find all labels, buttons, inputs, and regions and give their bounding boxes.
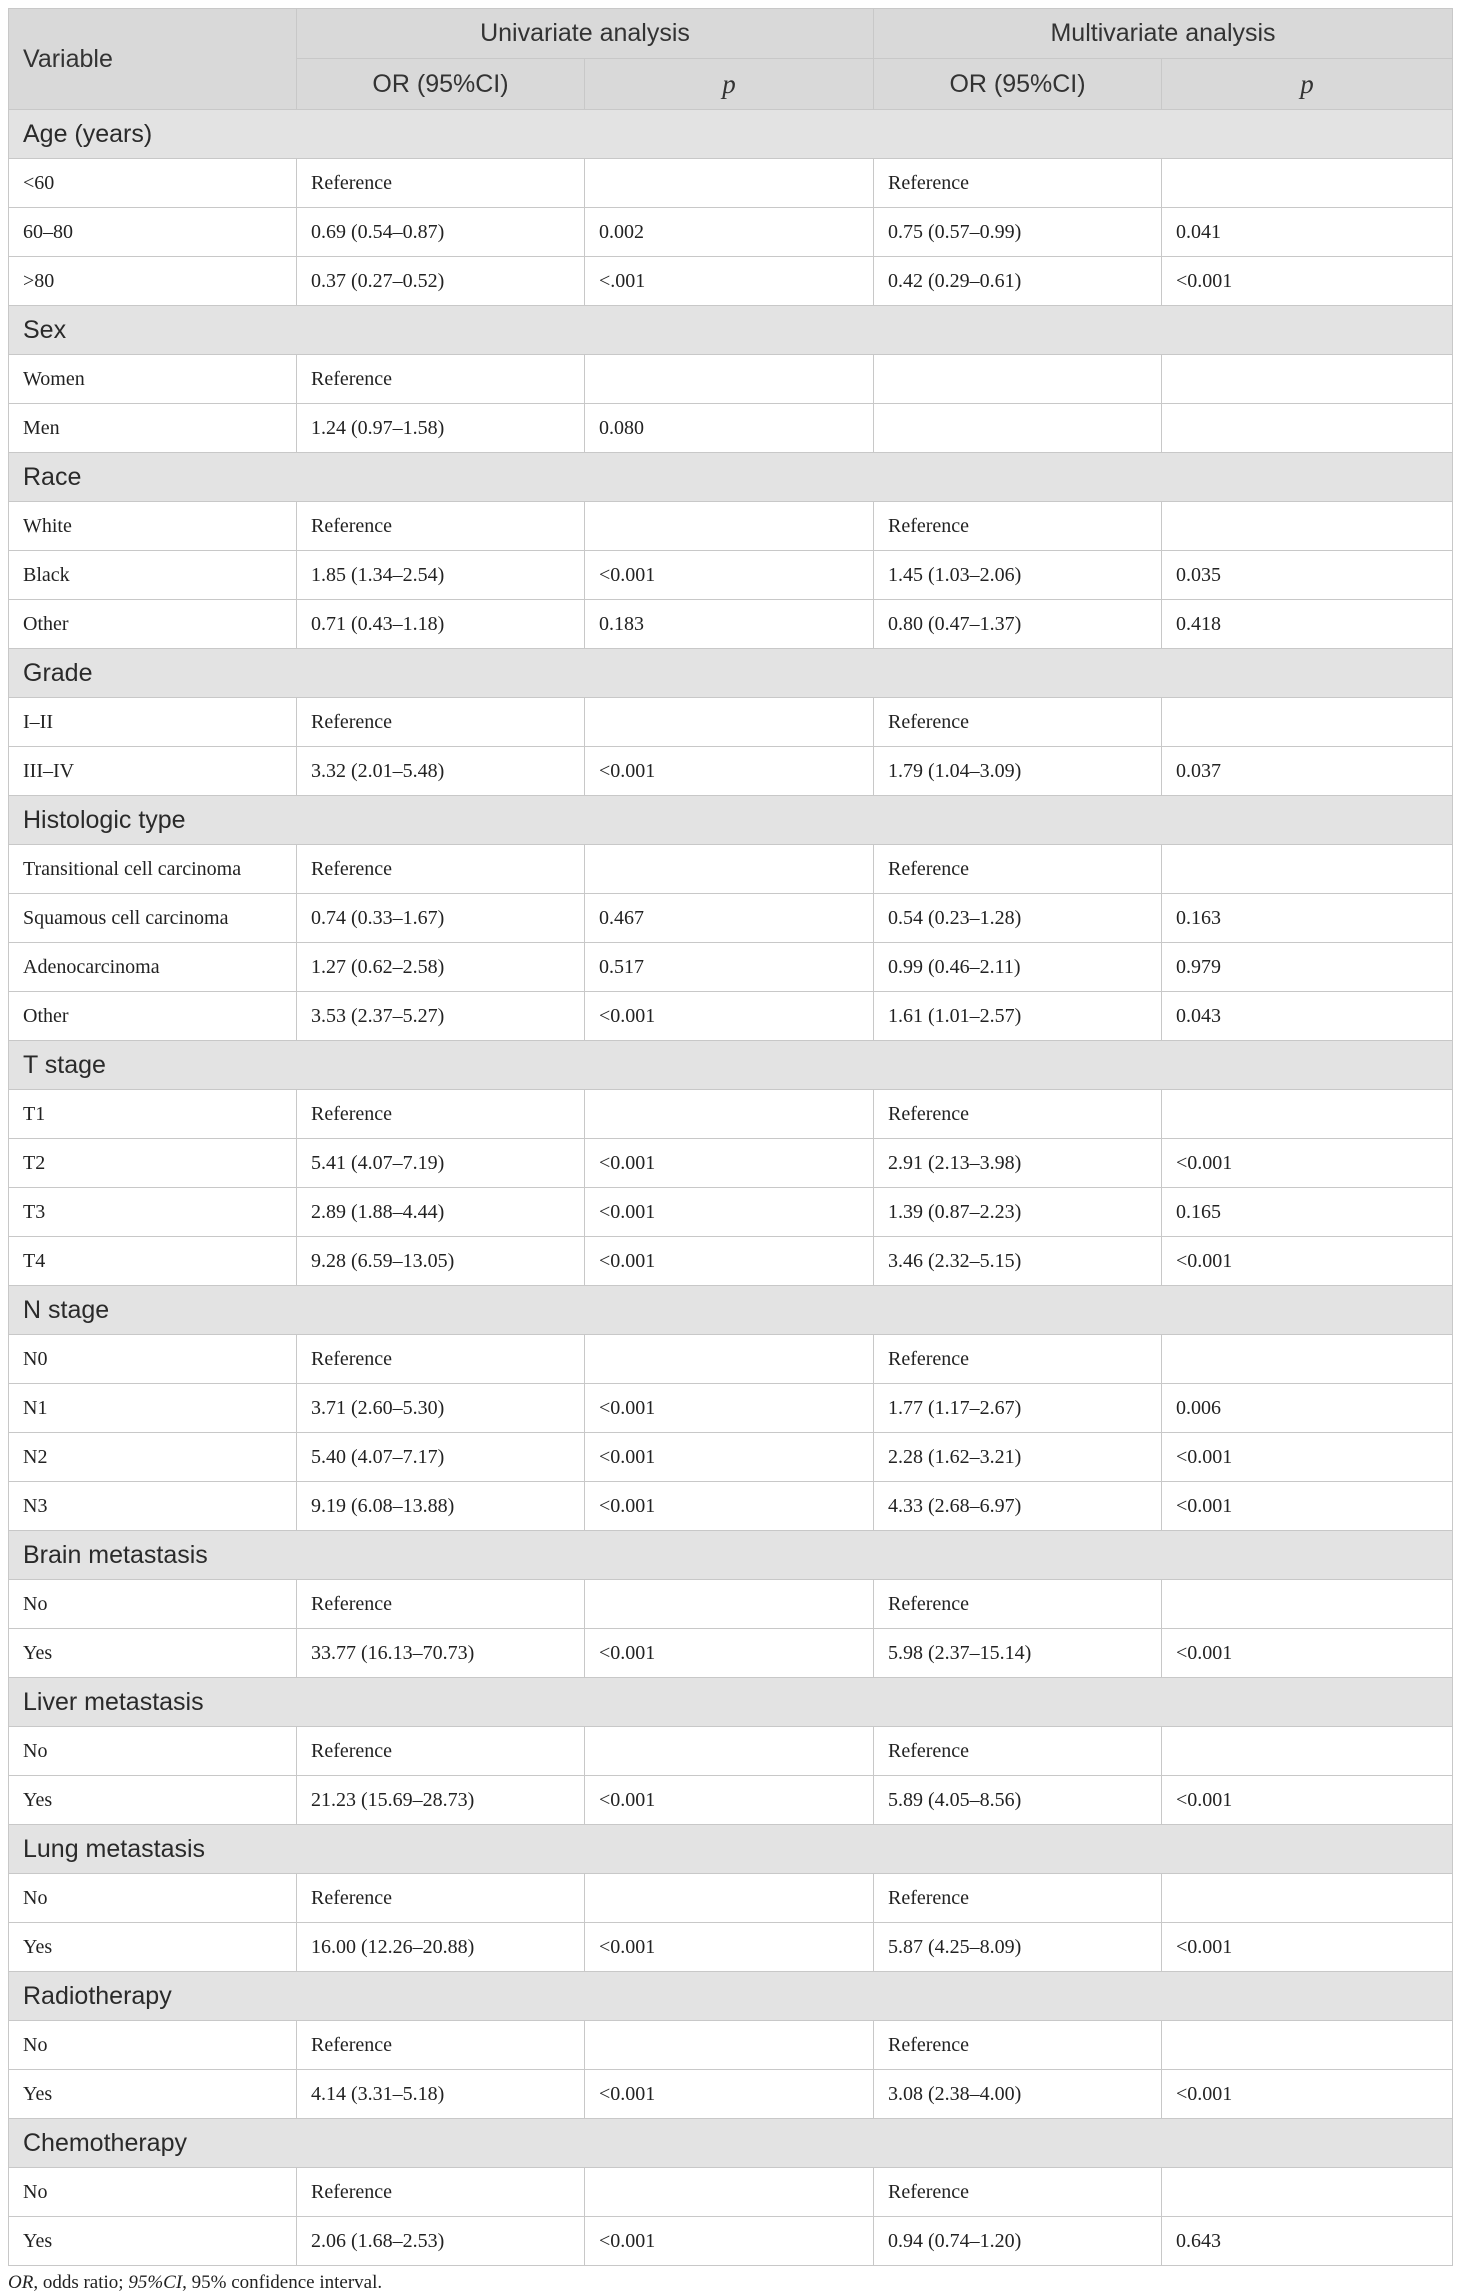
multivariate-p-cell — [1162, 845, 1453, 894]
row-label: N3 — [9, 1482, 297, 1531]
table-row — [9, 1923, 1453, 1972]
section-title: Brain metastasis — [9, 1531, 1453, 1580]
univariate-or-cell: 3.71 (2.60–5.30) — [297, 1384, 585, 1433]
multivariate-or-cell: 0.54 (0.23–1.28) — [874, 894, 1162, 943]
table-row — [9, 1237, 1453, 1286]
table-footnote — [8, 2272, 1452, 2294]
multivariate-p-cell — [1162, 1090, 1453, 1139]
univariate-p-cell — [585, 1727, 874, 1776]
multi-p-header: p — [1162, 59, 1453, 110]
multivariate-p-cell: 0.979 — [1162, 943, 1453, 992]
row-label: T2 — [9, 1139, 297, 1188]
section-title: Lung metastasis — [9, 1825, 1453, 1874]
univariate-or-cell: 1.24 (0.97–1.58) — [297, 404, 585, 453]
multivariate-or-cell — [874, 355, 1162, 404]
multivariate-or-cell: Reference — [874, 2021, 1162, 2070]
row-label: Yes — [9, 1629, 297, 1678]
table-row — [9, 2070, 1453, 2119]
section-header-row — [9, 306, 1453, 355]
univariate-p-cell: 0.002 — [585, 208, 874, 257]
univariate-p-cell — [585, 845, 874, 894]
univariate-or-cell: 9.19 (6.08–13.88) — [297, 1482, 585, 1531]
uni-p-header: p — [585, 59, 874, 110]
multivariate-p-cell: <0.001 — [1162, 2070, 1453, 2119]
row-label: T4 — [9, 1237, 297, 1286]
multivariate-or-cell: 1.45 (1.03–2.06) — [874, 551, 1162, 600]
univariate-or-cell: Reference — [297, 502, 585, 551]
univariate-or-cell: Reference — [297, 159, 585, 208]
multivariate-p-cell: <0.001 — [1162, 1923, 1453, 1972]
uni-or-header: OR (95%CI) — [297, 59, 585, 110]
table-row — [9, 1727, 1453, 1776]
multivariate-p-cell — [1162, 1580, 1453, 1629]
multivariate-p-cell — [1162, 159, 1453, 208]
row-label: Yes — [9, 2217, 297, 2266]
row-label: Women — [9, 355, 297, 404]
multivariate-or-cell: Reference — [874, 159, 1162, 208]
multivariate-p-cell — [1162, 2021, 1453, 2070]
multivariate-p-cell — [1162, 1874, 1453, 1923]
section-title: Histologic type — [9, 796, 1453, 845]
univariate-or-cell: 16.00 (12.26–20.88) — [297, 1923, 585, 1972]
univariate-p-cell: <0.001 — [585, 1923, 874, 1972]
row-label: Black — [9, 551, 297, 600]
multivariate-or-cell: 1.61 (1.01–2.57) — [874, 992, 1162, 1041]
table-row — [9, 698, 1453, 747]
section-title: Race — [9, 453, 1453, 502]
multivariate-p-cell: 0.037 — [1162, 747, 1453, 796]
row-label: No — [9, 2021, 297, 2070]
univariate-p-cell — [585, 159, 874, 208]
univariate-or-cell: 0.71 (0.43–1.18) — [297, 600, 585, 649]
univariate-p-cell: 0.467 — [585, 894, 874, 943]
multivariate-p-cell: <0.001 — [1162, 1482, 1453, 1531]
row-label: No — [9, 1580, 297, 1629]
univariate-p-cell: <0.001 — [585, 1188, 874, 1237]
section-header-row — [9, 110, 1453, 159]
multivariate-p-cell — [1162, 1727, 1453, 1776]
row-label: T3 — [9, 1188, 297, 1237]
footnote-text-or: , odds ratio; — [33, 2272, 129, 2293]
multivariate-or-cell: 2.91 (2.13–3.98) — [874, 1139, 1162, 1188]
section-header-row — [9, 2119, 1453, 2168]
univariate-or-cell: 5.40 (4.07–7.17) — [297, 1433, 585, 1482]
table-row — [9, 159, 1453, 208]
univariate-p-cell: <0.001 — [585, 1482, 874, 1531]
univariate-or-cell: 0.74 (0.33–1.67) — [297, 894, 585, 943]
table-row — [9, 208, 1453, 257]
table-body — [9, 110, 1453, 2266]
table-row — [9, 551, 1453, 600]
multivariate-p-cell: <0.001 — [1162, 1237, 1453, 1286]
multivariate-or-cell: 3.08 (2.38–4.00) — [874, 2070, 1162, 2119]
table-row — [9, 2168, 1453, 2217]
univariate-p-cell: 0.080 — [585, 404, 874, 453]
multivariate-or-cell: Reference — [874, 1874, 1162, 1923]
multivariate-header: Multivariate analysis — [874, 9, 1453, 59]
table-row — [9, 2021, 1453, 2070]
multivariate-or-cell: Reference — [874, 1580, 1162, 1629]
section-header-row — [9, 453, 1453, 502]
row-label: Other — [9, 992, 297, 1041]
multivariate-p-cell: 0.418 — [1162, 600, 1453, 649]
univariate-p-cell — [585, 1090, 874, 1139]
row-label: Yes — [9, 1776, 297, 1825]
variable-header: Variable — [9, 9, 297, 110]
row-label: I–II — [9, 698, 297, 747]
multivariate-p-cell: <0.001 — [1162, 257, 1453, 306]
univariate-or-cell: 4.14 (3.31–5.18) — [297, 2070, 585, 2119]
multivariate-or-cell: 0.75 (0.57–0.99) — [874, 208, 1162, 257]
univariate-p-cell — [585, 2021, 874, 2070]
univariate-p-cell — [585, 1874, 874, 1923]
multivariate-or-cell: 3.46 (2.32–5.15) — [874, 1237, 1162, 1286]
section-header-row — [9, 796, 1453, 845]
row-label: III–IV — [9, 747, 297, 796]
univariate-p-cell: <0.001 — [585, 1776, 874, 1825]
table-row — [9, 1776, 1453, 1825]
multivariate-or-cell: Reference — [874, 698, 1162, 747]
footnote-abbr-or: OR — [8, 2272, 34, 2293]
univariate-or-cell: 0.69 (0.54–0.87) — [297, 208, 585, 257]
univariate-p-cell: <0.001 — [585, 1139, 874, 1188]
univariate-or-cell: 9.28 (6.59–13.05) — [297, 1237, 585, 1286]
row-label: 60–80 — [9, 208, 297, 257]
table-row — [9, 1335, 1453, 1384]
univariate-p-cell — [585, 502, 874, 551]
multivariate-p-cell — [1162, 2168, 1453, 2217]
row-label: Yes — [9, 1923, 297, 1972]
univariate-p-cell: 0.517 — [585, 943, 874, 992]
univariate-or-cell: 33.77 (16.13–70.73) — [297, 1629, 585, 1678]
multivariate-p-cell: 0.165 — [1162, 1188, 1453, 1237]
table-row — [9, 1629, 1453, 1678]
univariate-p-cell: <0.001 — [585, 1433, 874, 1482]
table-row — [9, 1433, 1453, 1482]
table-row — [9, 1139, 1453, 1188]
table-row — [9, 992, 1453, 1041]
section-title: Grade — [9, 649, 1453, 698]
table-row — [9, 355, 1453, 404]
multivariate-p-cell: 0.043 — [1162, 992, 1453, 1041]
section-header-row — [9, 1678, 1453, 1727]
multivariate-or-cell: 5.98 (2.37–15.14) — [874, 1629, 1162, 1678]
table-row — [9, 1188, 1453, 1237]
table-header — [9, 9, 1453, 110]
univariate-or-cell: Reference — [297, 2021, 585, 2070]
row-label: White — [9, 502, 297, 551]
univariate-p-cell: <0.001 — [585, 747, 874, 796]
footnote-abbr-ci: 95%CI — [128, 2272, 183, 2293]
section-title: Chemotherapy — [9, 2119, 1453, 2168]
footnote-text-ci: , 95% confidence interval. — [182, 2272, 383, 2293]
table-row — [9, 1482, 1453, 1531]
univariate-or-cell: 5.41 (4.07–7.19) — [297, 1139, 585, 1188]
univariate-or-cell: 3.53 (2.37–5.27) — [297, 992, 585, 1041]
table-row — [9, 502, 1453, 551]
multivariate-or-cell: Reference — [874, 1727, 1162, 1776]
univariate-p-cell: <0.001 — [585, 551, 874, 600]
table-row — [9, 600, 1453, 649]
table-row — [9, 1090, 1453, 1139]
row-label: >80 — [9, 257, 297, 306]
univariate-p-cell: <0.001 — [585, 1237, 874, 1286]
multivariate-p-cell: <0.001 — [1162, 1433, 1453, 1482]
multivariate-or-cell: 4.33 (2.68–6.97) — [874, 1482, 1162, 1531]
table-row — [9, 257, 1453, 306]
multivariate-p-cell — [1162, 355, 1453, 404]
multivariate-or-cell: 0.94 (0.74–1.20) — [874, 2217, 1162, 2266]
univariate-p-cell: <.001 — [585, 257, 874, 306]
row-label: Squamous cell carcinoma — [9, 894, 297, 943]
section-header-row — [9, 1041, 1453, 1090]
univariate-or-cell: Reference — [297, 2168, 585, 2217]
multivariate-or-cell: 1.79 (1.04–3.09) — [874, 747, 1162, 796]
table-container — [8, 8, 1452, 2294]
row-label: N1 — [9, 1384, 297, 1433]
univariate-or-cell: 0.37 (0.27–0.52) — [297, 257, 585, 306]
multivariate-p-cell: 0.035 — [1162, 551, 1453, 600]
multivariate-p-cell — [1162, 502, 1453, 551]
univariate-or-cell: Reference — [297, 1727, 585, 1776]
univariate-or-cell: 2.06 (1.68–2.53) — [297, 2217, 585, 2266]
multivariate-or-cell: Reference — [874, 2168, 1162, 2217]
multivariate-or-cell: 1.39 (0.87–2.23) — [874, 1188, 1162, 1237]
section-header-row — [9, 1825, 1453, 1874]
univariate-or-cell: Reference — [297, 698, 585, 747]
multivariate-p-cell: <0.001 — [1162, 1629, 1453, 1678]
section-title: Liver metastasis — [9, 1678, 1453, 1727]
multivariate-p-cell — [1162, 1335, 1453, 1384]
univariate-p-cell — [585, 1335, 874, 1384]
section-header-row — [9, 649, 1453, 698]
section-title: Radiotherapy — [9, 1972, 1453, 2021]
univariate-p-cell: <0.001 — [585, 1384, 874, 1433]
section-title: Age (years) — [9, 110, 1453, 159]
section-header-row — [9, 1531, 1453, 1580]
multivariate-p-cell: <0.001 — [1162, 1776, 1453, 1825]
multivariate-p-cell — [1162, 404, 1453, 453]
univariate-or-cell: 1.85 (1.34–2.54) — [297, 551, 585, 600]
univariate-p-cell: 0.183 — [585, 600, 874, 649]
univariate-or-cell: 3.32 (2.01–5.48) — [297, 747, 585, 796]
multivariate-or-cell: 5.89 (4.05–8.56) — [874, 1776, 1162, 1825]
multivariate-p-cell: <0.001 — [1162, 1139, 1453, 1188]
multivariate-or-cell: Reference — [874, 502, 1162, 551]
row-label: Adenocarcinoma — [9, 943, 297, 992]
univariate-p-cell — [585, 355, 874, 404]
univariate-or-cell: Reference — [297, 355, 585, 404]
univariate-or-cell: Reference — [297, 1580, 585, 1629]
univariate-p-cell: <0.001 — [585, 1629, 874, 1678]
multivariate-or-cell: 5.87 (4.25–8.09) — [874, 1923, 1162, 1972]
table-row — [9, 1580, 1453, 1629]
table-row — [9, 894, 1453, 943]
section-title: N stage — [9, 1286, 1453, 1335]
multivariate-or-cell: 1.77 (1.17–2.67) — [874, 1384, 1162, 1433]
univariate-p-cell — [585, 1580, 874, 1629]
multivariate-p-cell: 0.041 — [1162, 208, 1453, 257]
univariate-or-cell: Reference — [297, 1090, 585, 1139]
row-label: <60 — [9, 159, 297, 208]
row-label: Men — [9, 404, 297, 453]
univariate-or-cell: 1.27 (0.62–2.58) — [297, 943, 585, 992]
multivariate-or-cell: 0.42 (0.29–0.61) — [874, 257, 1162, 306]
univariate-or-cell: 21.23 (15.69–28.73) — [297, 1776, 585, 1825]
univariate-p-cell — [585, 2168, 874, 2217]
section-header-row — [9, 1286, 1453, 1335]
regression-table — [8, 8, 1453, 2266]
multivariate-or-cell: 0.99 (0.46–2.11) — [874, 943, 1162, 992]
multivariate-or-cell: 0.80 (0.47–1.37) — [874, 600, 1162, 649]
row-label: Transitional cell carcinoma — [9, 845, 297, 894]
univariate-header: Univariate analysis — [297, 9, 874, 59]
table-row — [9, 747, 1453, 796]
multivariate-or-cell: Reference — [874, 1090, 1162, 1139]
table-row — [9, 2217, 1453, 2266]
multivariate-p-cell: 0.643 — [1162, 2217, 1453, 2266]
univariate-or-cell: 2.89 (1.88–4.44) — [297, 1188, 585, 1237]
table-row — [9, 943, 1453, 992]
multivariate-or-cell — [874, 404, 1162, 453]
multivariate-or-cell: 2.28 (1.62–3.21) — [874, 1433, 1162, 1482]
row-label: No — [9, 1727, 297, 1776]
table-row — [9, 404, 1453, 453]
row-label: T1 — [9, 1090, 297, 1139]
row-label: N2 — [9, 1433, 297, 1482]
univariate-or-cell: Reference — [297, 1335, 585, 1384]
table-row — [9, 845, 1453, 894]
univariate-p-cell: <0.001 — [585, 2070, 874, 2119]
row-label: N0 — [9, 1335, 297, 1384]
row-label: Yes — [9, 2070, 297, 2119]
multi-or-header: OR (95%CI) — [874, 59, 1162, 110]
multivariate-p-cell: 0.163 — [1162, 894, 1453, 943]
multivariate-p-cell: 0.006 — [1162, 1384, 1453, 1433]
univariate-p-cell — [585, 698, 874, 747]
univariate-p-cell: <0.001 — [585, 992, 874, 1041]
table-row — [9, 1384, 1453, 1433]
row-label: No — [9, 1874, 297, 1923]
section-title: T stage — [9, 1041, 1453, 1090]
row-label: Other — [9, 600, 297, 649]
univariate-or-cell: Reference — [297, 1874, 585, 1923]
univariate-p-cell: <0.001 — [585, 2217, 874, 2266]
row-label: No — [9, 2168, 297, 2217]
multivariate-or-cell: Reference — [874, 1335, 1162, 1384]
multivariate-or-cell: Reference — [874, 845, 1162, 894]
table-row — [9, 1874, 1453, 1923]
univariate-or-cell: Reference — [297, 845, 585, 894]
section-header-row — [9, 1972, 1453, 2021]
multivariate-p-cell — [1162, 698, 1453, 747]
section-title: Sex — [9, 306, 1453, 355]
